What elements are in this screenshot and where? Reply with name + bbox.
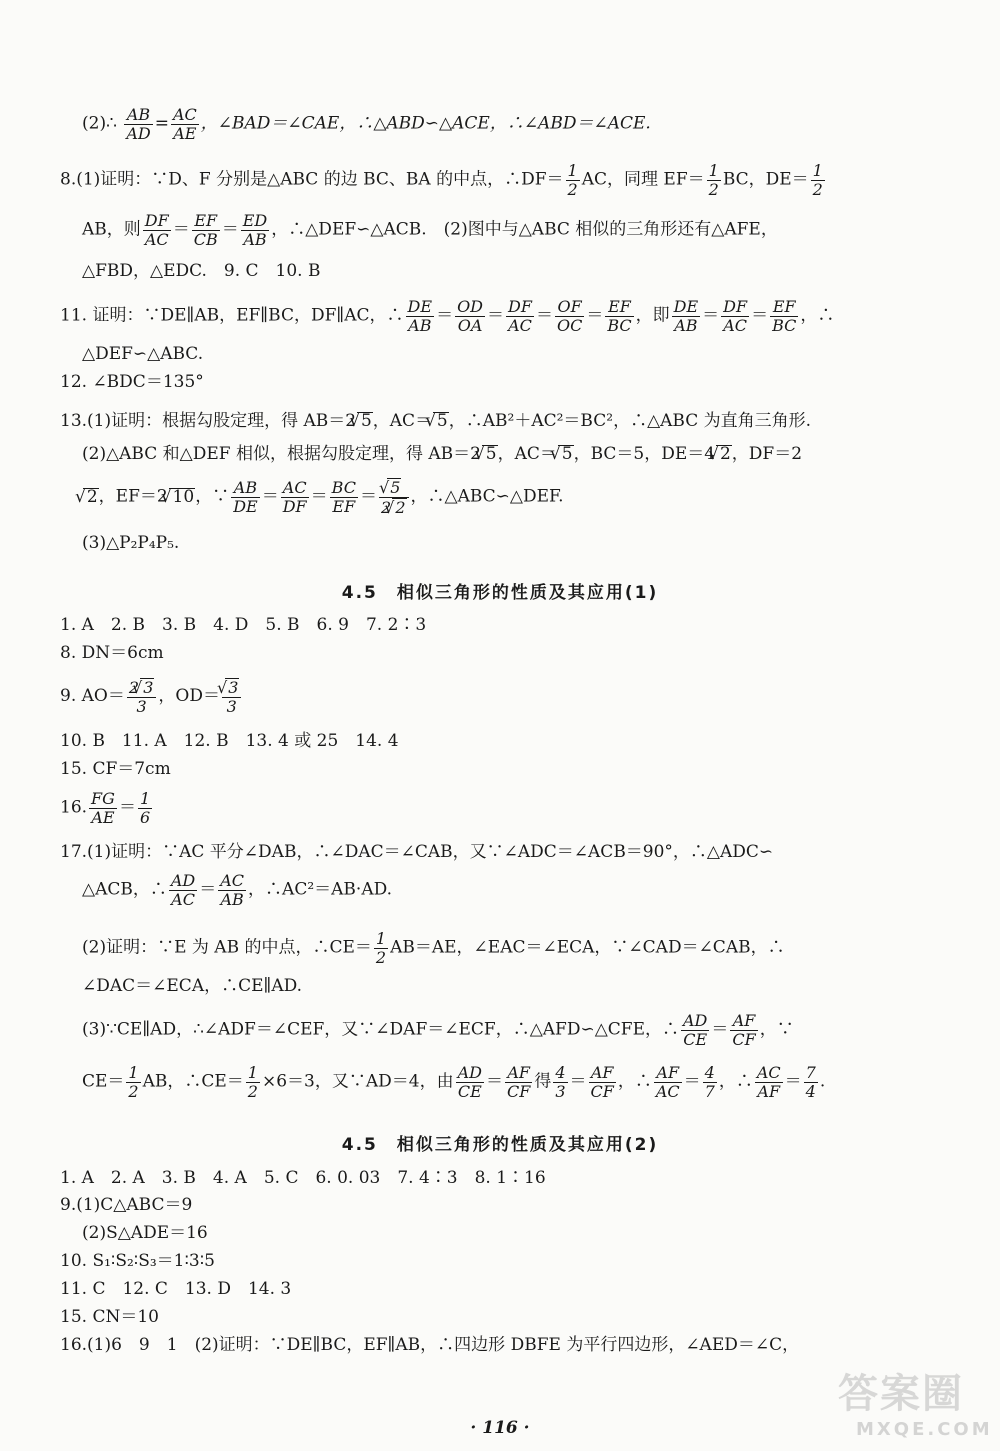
denominator: 2 xyxy=(567,179,578,199)
text: (2)∴ xyxy=(82,113,117,134)
numerator: 1 xyxy=(375,929,387,948)
text: ∠DAC＝∠ECA，∴CE∥AD. xyxy=(82,976,303,996)
fraction xyxy=(506,298,534,334)
numerator: AF xyxy=(654,1064,682,1083)
fraction xyxy=(126,1064,140,1100)
numerator: 1 xyxy=(128,1063,139,1082)
watermark-logo xyxy=(838,1362,998,1448)
sqrt: √ 5 xyxy=(558,445,574,463)
fraction xyxy=(171,106,199,142)
text: AB，则 xyxy=(82,219,141,240)
fraction xyxy=(721,298,749,334)
text: 17.(1)证明：∵AC 平分∠DAB，∴∠DAC＝∠CAB，又∵∠ADC＝∠ACB＝90°，∴△ADC∽ xyxy=(60,842,774,862)
answer-line xyxy=(60,1170,546,1187)
fraction xyxy=(707,162,721,198)
denominator: 3 xyxy=(136,696,147,716)
answer-line xyxy=(60,1281,291,1298)
text: 得 xyxy=(534,1071,552,1092)
denominator: DE xyxy=(233,496,258,516)
text: (2)S△ADE＝16 xyxy=(82,1223,208,1243)
denominator: DF xyxy=(282,496,307,516)
fraction xyxy=(124,106,152,142)
text: BC，DE＝ xyxy=(722,169,809,190)
denominator: CE xyxy=(683,1029,708,1049)
fraction xyxy=(456,1064,484,1100)
denominator: OC xyxy=(556,315,583,335)
denominator: AC xyxy=(655,1081,680,1101)
answer-line xyxy=(82,263,320,280)
page-number: · 116 · xyxy=(470,1418,530,1438)
text: (2)△ABC 和△DEF 相似，根据勾股定理，得 AB＝2 xyxy=(82,444,481,464)
fraction xyxy=(555,298,584,334)
answer-line xyxy=(60,1197,192,1214)
text: △ACB，∴ xyxy=(82,879,167,900)
denominator: 7 xyxy=(704,1081,715,1101)
numerator: AC xyxy=(220,871,245,890)
denominator: BC xyxy=(772,315,797,335)
text: ，∴△ABC∽△DEF. xyxy=(410,486,564,507)
fraction xyxy=(127,678,157,715)
denominator: AC xyxy=(144,229,169,249)
answer-line xyxy=(60,733,399,750)
numerator: DF xyxy=(144,211,169,230)
denominator: 2 xyxy=(812,179,823,199)
text: ，∴AB²＋AC²＝BC²，∴△ABC 为直角三角形. xyxy=(448,411,812,431)
text: 15. CF＝7cm xyxy=(60,759,171,779)
fraction xyxy=(654,1064,682,1100)
answer-line-q12 xyxy=(60,374,204,391)
answer-line xyxy=(82,930,785,966)
fraction xyxy=(138,790,152,826)
text: ，∵ xyxy=(195,486,230,507)
fraction xyxy=(192,212,220,248)
text: ，∴△DEF∽△ACB. (2)图中与△ABC 相似的三角形还有△AFE， xyxy=(271,219,778,240)
numerator: 7 xyxy=(805,1063,816,1082)
text: 16.(1)6 9 1 (2)证明：∵DE∥BC，EF∥AB，∴四边形 DBFE 为平行四边形，∠AED＝∠C， xyxy=(60,1335,800,1355)
denominator: AC xyxy=(171,889,195,909)
answer-line-q17 xyxy=(60,844,773,861)
text: ，EF＝2 xyxy=(98,486,168,507)
text: ，∴ xyxy=(718,1071,753,1092)
text: CE＝ xyxy=(82,1071,125,1092)
sqrt: √ 10 xyxy=(169,488,195,506)
watermark-url: MXQE.COM xyxy=(856,1419,993,1440)
denominator: AF xyxy=(757,1081,781,1101)
numerator: AF xyxy=(589,1064,616,1083)
answer-line xyxy=(60,1337,799,1354)
fraction xyxy=(505,1064,532,1100)
fraction xyxy=(811,162,825,198)
text: 10. S₁∶S₂∶S₃＝1∶3∶5 xyxy=(60,1251,215,1271)
answer-line xyxy=(60,617,426,634)
numerator: DE xyxy=(673,297,699,316)
text: 15. CN＝10 xyxy=(60,1307,159,1327)
denominator: EF xyxy=(332,496,356,516)
denominator: OA xyxy=(457,315,483,335)
numerator: 1 xyxy=(139,789,151,808)
sqrt: √ 3 xyxy=(225,678,239,697)
fraction xyxy=(605,298,633,334)
text: ，∴ xyxy=(617,1071,652,1092)
numerator: 1 xyxy=(567,161,578,180)
numerator: 1 xyxy=(247,1063,258,1082)
denominator: AC xyxy=(723,315,747,335)
denominator: AB xyxy=(674,315,698,335)
fraction xyxy=(222,678,241,715)
numerator: BC xyxy=(331,478,356,497)
text: 11. C 12. C 13. D 14. 3 xyxy=(60,1279,292,1299)
text: ，∠BAD＝∠CAE，∴△ABD∽△ACE，∴∠ABD＝∠ACE. xyxy=(200,113,651,134)
text: (2)证明：∵E 为 AB 的中点，∴CE＝ xyxy=(82,937,372,958)
numerator: 4 xyxy=(704,1063,715,1082)
sqrt: √ 5 xyxy=(357,412,373,430)
numerator: OD xyxy=(457,297,484,316)
sqrt: √ 2 xyxy=(392,498,406,517)
denominator: AE xyxy=(91,807,115,827)
answer-line-q8 xyxy=(60,162,827,198)
fraction xyxy=(241,212,270,248)
watermark-text: 答案圈 xyxy=(838,1371,964,1417)
text: △FBD，△EDC. 9. C 10. B xyxy=(82,261,321,281)
text: 12. ∠BDC＝135° xyxy=(60,372,204,392)
text: 1. A 2. B 3. B 4. D 5. B 6. 9 7. 2∶3 xyxy=(60,615,427,635)
numerator: EF xyxy=(192,212,220,231)
text: △DEF∽△ABC. xyxy=(82,344,204,364)
answer-line xyxy=(60,1309,159,1326)
denominator: 2 xyxy=(247,1081,258,1101)
denominator: AC xyxy=(508,315,532,335)
denominator: 4 xyxy=(805,1081,816,1101)
answer-line xyxy=(82,346,203,363)
numerator: AC xyxy=(756,1063,781,1082)
fraction xyxy=(281,479,309,515)
text: ，AC＝ xyxy=(372,411,433,431)
fraction xyxy=(589,1064,616,1100)
text: (3)△P₂P₄P₅. xyxy=(82,533,180,553)
text: ，OD＝ xyxy=(158,686,220,707)
denominator: CE xyxy=(457,1081,482,1101)
fraction xyxy=(672,298,701,334)
text: ×6＝3，又∵AD＝4，由 xyxy=(261,1071,454,1092)
sqrt: √ 3 xyxy=(140,678,154,697)
text: ，即 xyxy=(635,305,670,326)
numerator: DF xyxy=(723,297,748,316)
fraction xyxy=(553,1064,567,1100)
answer-line: (3)∵CE∥AD，∴∠ADF＝∠CEF，又∵∠DAF＝∠ECF，∴△AFD∽△CFE，∴ $\frac{AD}{CE}$ ＝ $\frac{AF}{CF}$ ，∵ xyxy=(82,1011,794,1049)
answer-line xyxy=(82,445,802,463)
text: 8. DN＝6cm xyxy=(60,643,164,663)
answer-line xyxy=(82,978,302,995)
sqrt: √ 2 xyxy=(83,488,99,506)
denominator: 3 xyxy=(226,696,237,716)
sqrt: √ 5 xyxy=(387,478,401,497)
text: ，∴ xyxy=(800,305,835,326)
answer-line xyxy=(60,1253,215,1270)
numerator: AB xyxy=(124,106,152,125)
text: AB＝AE，∠EAC＝∠ECA，∵∠CAD＝∠CAB，∴ xyxy=(390,937,785,958)
denominator: CF xyxy=(590,1081,614,1101)
text: 9. AO＝ xyxy=(60,686,125,707)
fraction xyxy=(374,930,388,966)
numerator: EF xyxy=(770,298,798,317)
denominator: AD xyxy=(126,123,151,143)
sqrt: √ 2 xyxy=(716,445,732,463)
answer-line: CE＝ $\frac{1}{2}$ AB，∴CE＝ $\frac{1}{2}$ ×6＝3，又∵AD＝4，由 $\frac{AD}{CE}$ ＝ $\frac{AF}{CF}$ 得 $\frac{4}{3}$ ＝ $\frac{AF}{CF}$ ，∴ $\frac{AF}{AC}$ ＝ $\frac{4}{7}$ ，∴ $\frac{AC}{AF}$ ＝ $\frac{7}{4}$ . xyxy=(82,1063,826,1101)
text: (3)∵CE∥AD，∴∠ADF＝∠CEF，又∵∠DAF＝∠ECF，∴△AFD∽△CFE，∴ xyxy=(82,1019,679,1040)
answer-line xyxy=(82,106,651,142)
fraction xyxy=(231,479,260,515)
equals: = xyxy=(154,113,169,134)
numerator: AD xyxy=(170,871,196,890)
answer-line xyxy=(60,645,164,662)
numerator: AF xyxy=(505,1064,532,1083)
numerator: 2 xyxy=(128,678,140,697)
fraction xyxy=(703,1064,717,1100)
numerator: DE xyxy=(407,297,433,316)
text: AB，∴CE＝ xyxy=(142,1071,244,1092)
answer-line: AB，则 $\frac{DF}{AC}$ ＝ $\frac{EF}{CB}$ ＝ $\frac{ED}{AB}$ ，∴△DEF∽△ACB. (2)图中与△ABC 相似的三角形还有△AFE， xyxy=(82,211,778,249)
text: 11. 证明：∵DE∥AB，EF∥BC，DF∥AC，∴ xyxy=(60,305,404,326)
fraction xyxy=(330,479,358,515)
answer-line: △ACB，∴ $\frac{AD}{AC}$ ＝ $\frac{AC}{AB}$ ，∴AC²＝AB·AD. xyxy=(82,871,393,909)
numerator: AC xyxy=(172,105,197,124)
answer-line xyxy=(60,761,171,778)
fraction xyxy=(455,298,485,334)
text: 10. B 11. A 12. B 13. 4 或 25 14. 4 xyxy=(60,731,399,751)
denominator: BC xyxy=(607,315,632,335)
denominator: 2 xyxy=(708,179,719,199)
denominator: 2 xyxy=(128,1081,139,1101)
numerator: 1 xyxy=(708,161,719,180)
denominator: AE xyxy=(173,123,197,143)
sqrt: √ 5 xyxy=(482,445,498,463)
answer-line: 16. $\frac{FG}{AE}$ ＝ $\frac{1}{6}$ xyxy=(60,789,151,827)
text: AC，同理 EF＝ xyxy=(581,169,705,190)
fraction xyxy=(169,872,197,908)
numerator: 1 xyxy=(812,161,823,180)
numerator: OF xyxy=(555,298,584,317)
text: 8.(1)证明：∵D、F 分别是△ABC 的边 BC、BA 的中点，∴DF＝ xyxy=(60,169,564,190)
sqrt: √ 5 xyxy=(433,412,449,430)
denominator: 3 xyxy=(555,1081,566,1101)
numerator: DF xyxy=(508,297,532,316)
denominator: AB xyxy=(408,315,432,335)
text: 9.(1)C△ABC＝9 xyxy=(60,1195,193,1215)
text: 1. A 2. A 3. B 4. A 5. C 6. 0. 03 7. 4∶3 8. 1∶16 xyxy=(60,1168,546,1188)
numerator: FG xyxy=(91,789,115,808)
fraction xyxy=(755,1064,783,1100)
fraction xyxy=(379,478,409,516)
text: ，AC＝ xyxy=(497,444,557,464)
fraction xyxy=(566,162,580,198)
numerator: AD xyxy=(457,1063,482,1082)
denominator: CB xyxy=(193,229,218,249)
answer-line-q13 xyxy=(60,412,811,430)
numerator: EF xyxy=(605,298,633,317)
answer-line xyxy=(82,1225,208,1242)
numerator: AD xyxy=(683,1011,708,1030)
numerator: 4 xyxy=(555,1063,566,1082)
fraction xyxy=(804,1064,818,1100)
numerator: ED xyxy=(242,211,268,230)
denominator: 6 xyxy=(139,807,151,827)
section-heading: 4.5 相似三角形的性质及其应用(2) xyxy=(341,1135,659,1155)
text: ，DF＝2 xyxy=(731,444,803,464)
fraction xyxy=(730,1012,757,1048)
text: 16. xyxy=(60,797,88,818)
fraction xyxy=(89,790,117,826)
section-heading: 4.5 相似三角形的性质及其应用(1) xyxy=(341,583,659,603)
fraction xyxy=(143,212,171,248)
answer-line: √ 2，EF＝2√ 10，∵ $\frac{AB}{DE}$ ＝ $\frac{AC}{DF}$ ＝ $\frac{BC}{EF}$ ＝ √ $\frac{5}{2√ 2}$ ，∴△ABC∽△DEF. xyxy=(82,478,564,516)
numerator: AC xyxy=(281,479,309,498)
fraction xyxy=(406,298,435,334)
text: . xyxy=(819,1071,826,1092)
text: ，∵ xyxy=(759,1019,794,1040)
denominator: CF xyxy=(506,1081,531,1101)
numerator: AB xyxy=(231,479,260,498)
text: 13.(1)证明：根据勾股定理，得 AB＝2 xyxy=(60,411,357,431)
numerator: AF xyxy=(730,1012,757,1031)
answer-line xyxy=(82,535,179,552)
answer-line xyxy=(60,678,243,715)
text: ，∴AC²＝AB·AD. xyxy=(248,879,393,900)
fraction xyxy=(246,1064,260,1100)
denominator: 2 xyxy=(375,947,387,967)
fraction xyxy=(770,298,798,334)
text: ，BC＝5，DE＝4 xyxy=(573,444,716,464)
fraction xyxy=(681,1012,709,1048)
denominator: CF xyxy=(732,1029,756,1049)
answer-line-q11: 11. 证明：∵DE∥AB，EF∥BC，DF∥AC，∴ $\frac{DE}{AB}$ ＝ $\frac{OD}{OA}$ ＝ $\frac{DF}{AC}$ ＝ $\frac{OF}{OC}$ ＝ $\frac{EF}{BC}$ ，即 $\frac{DE}{AB}$ ＝ $\frac{DF}{AC}$ ＝ $\frac{EF}{BC}$ ，∴ xyxy=(60,297,835,335)
fraction xyxy=(218,872,246,908)
denominator: 2 xyxy=(380,497,392,517)
denominator: AB xyxy=(220,889,244,909)
denominator: AB xyxy=(243,229,267,249)
